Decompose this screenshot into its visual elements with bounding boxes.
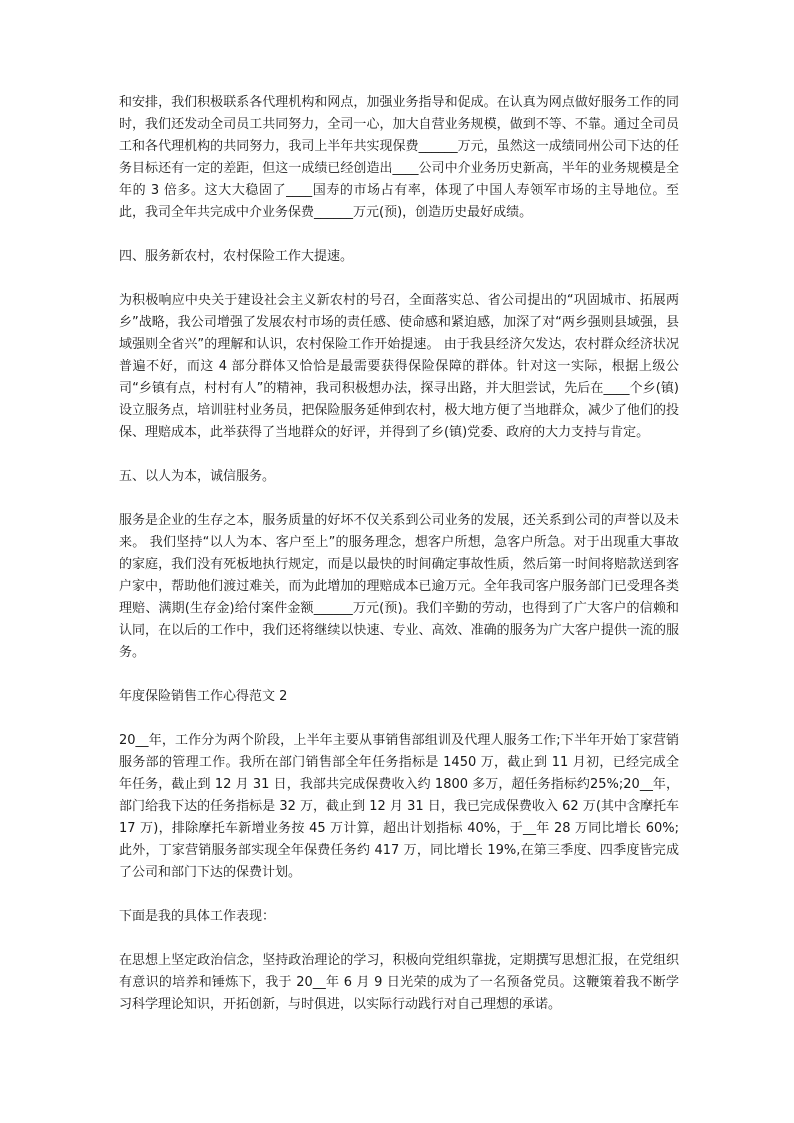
spacer <box>119 268 679 290</box>
spacer <box>119 928 679 950</box>
section-heading-performance: 下面是我的具体工作表现： <box>119 909 276 924</box>
section-heading-service: 五、以人为本，诚信服务。 <box>119 469 276 484</box>
section-heading-rural: 四、服务新农村，农村保险工作大提速。 <box>119 249 354 264</box>
article-title-2: 年度保险销售工作心得范文 2 <box>119 689 288 704</box>
spacer <box>119 224 679 246</box>
spacer <box>119 664 679 686</box>
spacer <box>119 444 679 466</box>
paragraph-ideology: 在思想上坚定政治信念，坚持政治理论的学习，积极向党组织靠拢，定期撰写思想汇报，在党组织有意识的培养和锤炼下，我于 20__年 6 月 9 日光荣的成为了一名预备党员。这鞭策着我不断学习科学理论知识，开拓创新，与时俱进，以实际行动践行对自己理想的承诺。 <box>119 953 679 1012</box>
spacer <box>119 884 679 906</box>
paragraph-rural: 为积极响应中央关于建设社会主义新农村的号召，全面落实总、省公司提出的“巩固城市、拓展两乡”战略，我公司增强了发展农村市场的责任感、使命感和紧迫感，加深了对“两乡强则县域强，县域强则全省兴”的理解和认识，农村保险工作开始提速。 由于我县经济欠发达，农村群众经济状况普遍不好，而这 4 部分群体又恰恰是最需要获得保险保障的群体。针对这一实际，根据上级公司“乡镇有点，村村有人”的精神，我司积极想办法，探寻出路，并大胆尝试，先后在____个乡(镇)设立服务点，培训驻村业务员，把保险服务延伸到农村，极大地方便了当地群众，减少了他们的投保、理赔成本，此举获得了当地群众的好评，并得到了乡(镇)党委、政府的大力支持与肯定。 <box>119 293 679 440</box>
document-page <box>119 92 679 1016</box>
spacer <box>119 488 679 510</box>
spacer <box>119 708 679 730</box>
paragraph-summary: 20__年，工作分为两个阶段，上半年主要从事销售部组训及代理人服务工作;下半年开始丁家营销服务部的管理工作。我所在部门销售部全年任务指标是 1450 万，截止到 11 月初，已经完成全年任务，截止到 12 月 31 日，我部共完成保费收入约 1800 多万，超任务指标约25%;20__年，部门给我下达的任务指标是 32 万，截止到 12 月 31 日，我已完成保费收入 62 万(其中含摩托车 17 万)，排除摩托车新增业务按 45 万计算，超出计划指标 40%，于__年 28 万同比增长 60%;此外，丁家营销服务部实现全年保费任务约 417 万，同比增长 19%,在第三季度、四季度皆完成了公司和部门下达的保费计划。 <box>119 733 679 880</box>
paragraph-service: 服务是企业的生存之本，服务质量的好坏不仅关系到公司业务的发展，还关系到公司的声誉以及未来。 我们坚持“以人为本、客户至上”的服务理念，想客户所想，急客户所急。对于出现重大事故的家庭，我们没有死板地执行规定，而是以最快的时间确定事故性质，然后第一时间将赔款送到客户家中，帮助他们渡过难关，而为此增加的理赔成本已逾万元。全年我司客户服务部门已受理各类理赔、满期(生存金)给付案件金额______万元(预)。我们辛勤的劳动，也得到了广大客户的信赖和认同，在以后的工作中，我们还将继续以快速、专业、高效、准确的服务为广大客户提供一流的服务。 <box>119 513 679 660</box>
paragraph-intro: 和安排，我们积极联系各代理机构和网点，加强业务指导和促成。在认真为网点做好服务工作的同时，我们还发动全司员工共同努力，全司一心，加大自营业务规模，做到不等、不靠。通过全司员工和各代理机构的共同努力，我司上半年共实现保费______万元，虽然这一成绩同州公司下达的任务目标还有一定的差距，但这一成绩已经创造出____公司中介业务历史新高，半年的业务规模是全年的 3 倍多。这大大稳固了____国寿的市场占有率，体现了中国人寿领军市场的主导地位。至此，我司全年共完成中介业务保费______万元(预)，创造历史最好成绩。 <box>119 95 679 220</box>
